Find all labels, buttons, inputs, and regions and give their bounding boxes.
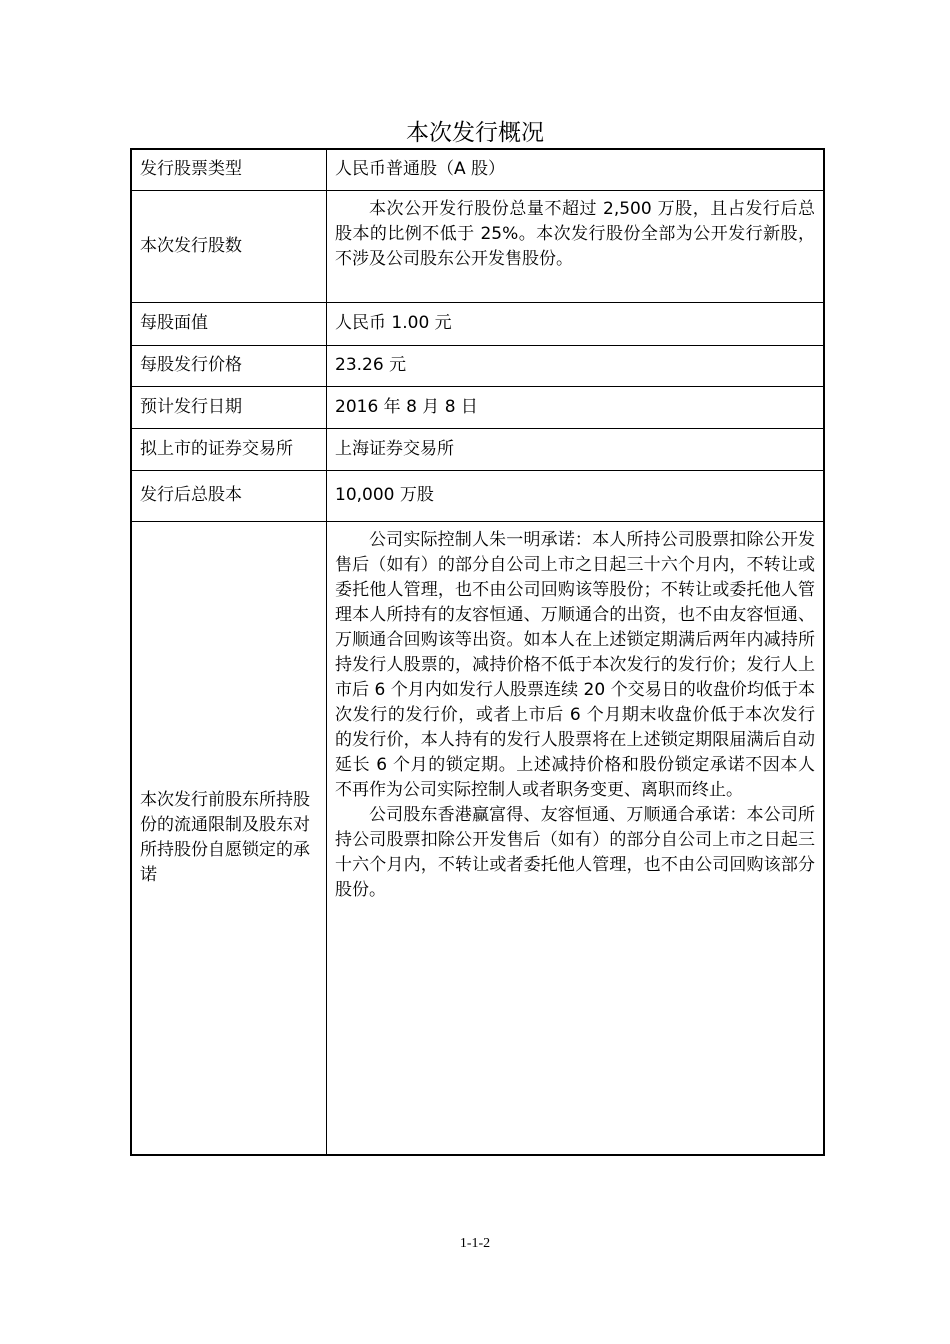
table-row-shares-issued [131, 190, 824, 302]
row-value: 人民币 1.00 元 [327, 302, 825, 345]
table-row-total-shares [131, 470, 824, 521]
row-label: 每股面值 [131, 302, 327, 345]
lockup-paragraph-1: 公司实际控制人朱一明承诺：本人所持公司股票扣除公开发售后（如有）的部分自公司上市之日起三十六个月内，不转让或委托他人管理，也不由公司回购该等股份；不转让或委托他人管理本人所持有的友容恒通、万顺通合的出资，也不由友容恒通、万顺通合回购该等出资。如本人在上述锁定期满后两年内减持所持发行人股票的，减持价格不低于本次发行的发行价；发行人上市后 6 个月内如发行人股票连续 20 个交易日的收盘价均低于本次发行的发行价，或者上市后 6 个月期末收盘价低于本次发行的发行价，本人持有的发行人股票将在上述锁定期限届满后自动延长 6 个月的锁定期。上述减持价格和股份锁定承诺不因本人不再作为公司实际控制人或者职务变更、离职而终止。 [335, 529, 815, 800]
page-number: 1-1-2 [459, 1236, 491, 1251]
row-label: 发行后总股本 [131, 470, 327, 521]
row-label: 发行股票类型 [131, 149, 327, 190]
page-title: 本次发行概况 [406, 120, 544, 146]
row-value: 23.26 元 [327, 345, 825, 386]
row-label: 本次发行股数 [131, 190, 327, 302]
row-label: 每股发行价格 [131, 345, 327, 386]
table-row-stock-type [131, 149, 824, 190]
row-value [327, 521, 825, 1155]
table-row-exchange [131, 428, 824, 470]
row-value: 10,000 万股 [327, 470, 825, 521]
row-value: 上海证券交易所 [327, 428, 825, 470]
row-value: 2016 年 8 月 8 日 [327, 386, 825, 428]
row-value-paragraph: 本次公开发行股份总量不超过 2,500 万股，且占发行后总股本的比例不低于 25%。本次发行股份全部为公开发行新股，不涉及公司股东公开发售股份。 [335, 198, 815, 269]
row-label: 预计发行日期 [131, 386, 327, 428]
lockup-paragraph-2: 公司股东香港赢富得、友容恒通、万顺通合承诺：本公司所持公司股票扣除公开发售后（如有）的部分自公司上市之日起三十六个月内，不转让或者委托他人管理，也不由公司回购该部分股份。 [335, 804, 815, 900]
table-row-lockup [131, 521, 824, 1155]
issuance-overview-table [130, 148, 825, 1156]
row-label: 本次发行前股东所持股份的流通限制及股东对所持股份自愿锁定的承诺 [131, 521, 327, 1155]
table-row-issue-date [131, 386, 824, 428]
row-value: 人民币普通股（A 股） [327, 149, 825, 190]
table-row-issue-price [131, 345, 824, 386]
row-value [327, 190, 825, 302]
row-label: 拟上市的证券交易所 [131, 428, 327, 470]
table-row-par-value [131, 302, 824, 345]
